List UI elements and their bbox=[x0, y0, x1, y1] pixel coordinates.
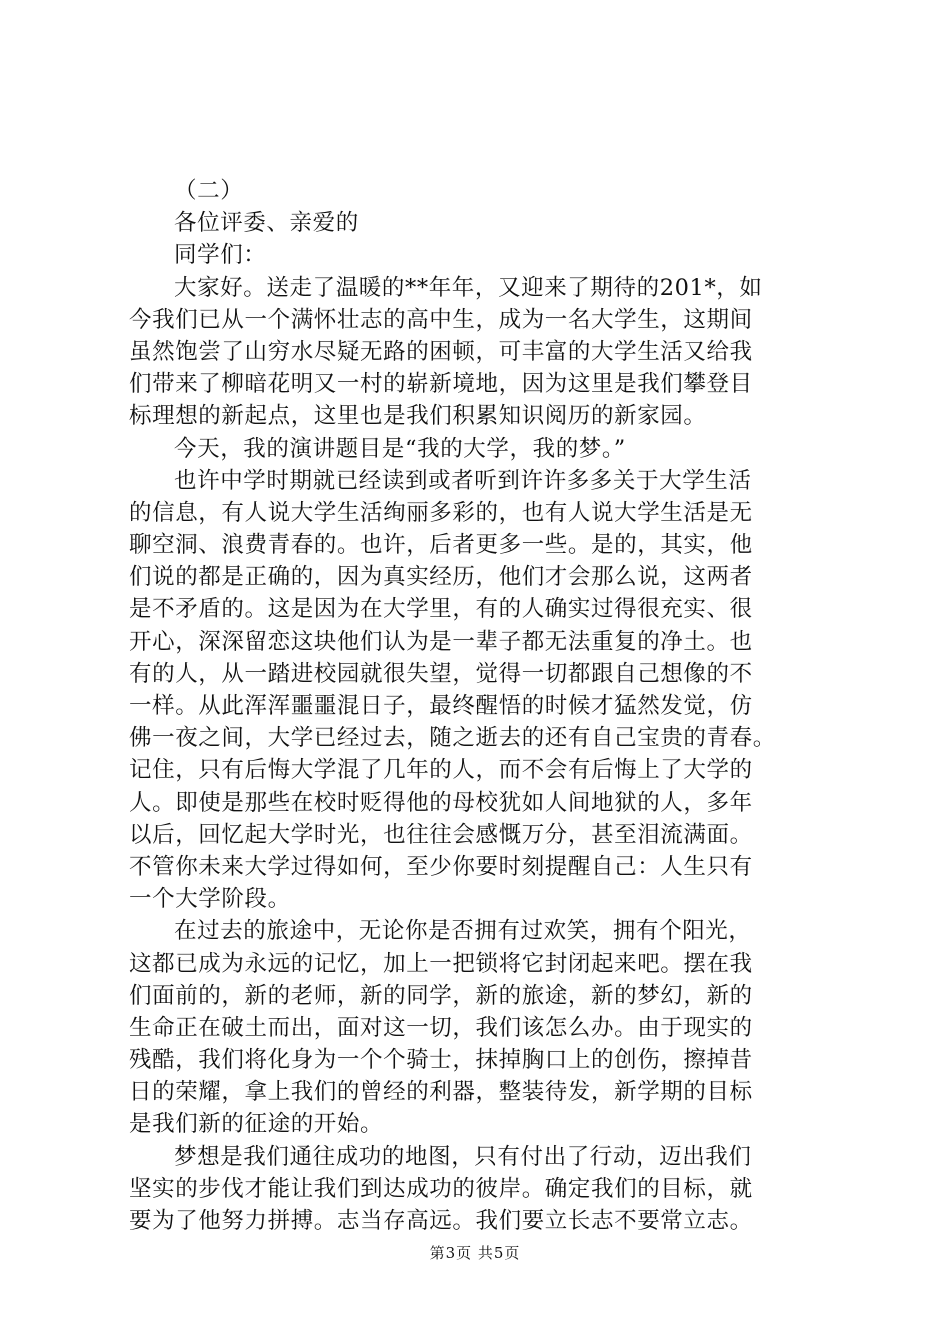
text-line: 的信息，有人说大学生活绚丽多彩的，也有人说大学生活是无 bbox=[129, 499, 753, 526]
text-line: 要为了他努力拼搏。志当存高远。我们要立长志不要常立志。 bbox=[129, 1208, 753, 1234]
text-line: 同学们： bbox=[174, 242, 267, 269]
text-line: 各位评委、亲爱的 bbox=[174, 210, 359, 237]
text-line: 在过去的旅途中，无论你是否拥有过欢笑，拥有个阳光， bbox=[174, 918, 752, 945]
text-line: 记住，只有后悔大学混了几年的人，而不会有后悔上了大学的 bbox=[129, 757, 753, 784]
text-line: 残酷，我们将化身为一个个骑士，抹掉胸口上的创伤，擦掉昔 bbox=[129, 1047, 753, 1074]
text-line: 坚实的步伐才能让我们到达成功的彼岸。确定我们的目标，就 bbox=[129, 1175, 753, 1202]
text-line: 开心，深深留恋这块他们认为是一辈子都无法重复的净土。也 bbox=[129, 628, 753, 655]
text-line: 生命正在破土而出，面对这一切，我们该怎么办。由于现实的 bbox=[129, 1014, 753, 1041]
text-line: 们带来了柳暗花明又一村的崭新境地，因为这里是我们攀登目 bbox=[129, 371, 753, 398]
text-line: 一个大学阶段。 bbox=[129, 886, 291, 913]
text-line: （二） bbox=[174, 178, 244, 204]
text-line: 们面前的，新的老师，新的同学，新的旅途，新的梦幻，新的 bbox=[129, 982, 753, 1009]
text-line: 有的人，从一踏进校园就很失望，觉得一切都跟自己想像的不 bbox=[129, 660, 753, 687]
text-line: 梦想是我们通往成功的地图，只有付出了行动，迈出我们 bbox=[174, 1143, 752, 1170]
text-line: 是不矛盾的。这是因为在大学里，有的人确实过得很充实、很 bbox=[129, 596, 753, 623]
text-line: 是我们新的征途的开始。 bbox=[129, 1111, 384, 1138]
document-body bbox=[129, 175, 829, 1237]
page-number-footer: 第3页 共5页 bbox=[429, 1244, 521, 1262]
text-line: 人。即使是那些在校时贬得他的母校犹如人间地狱的人，多年 bbox=[129, 789, 753, 816]
text-line: 聊空洞、浪费青春的。也许，后者更多一些。是的，其实，他 bbox=[129, 532, 753, 559]
text-line: 不管你未来大学过得如何，至少你要时刻提醒自己：人生只有 bbox=[129, 853, 753, 880]
text-line: 佛一夜之间，大学已经过去，随之逝去的还有自己宝贵的青春。 bbox=[129, 725, 776, 752]
text-line: 一样。从此浑浑噩噩混日子，最终醒悟的时候才猛然发觉，仿 bbox=[129, 693, 753, 719]
text-line: 以后，回忆起大学时光，也往往会感慨万分，甚至泪流满面。 bbox=[129, 821, 753, 848]
text-line: 这都已成为永远的记忆，加上一把锁将它封闭起来吧。摆在我 bbox=[129, 950, 753, 977]
text-line: 也许中学时期就已经读到或者听到许许多多关于大学生活 bbox=[174, 467, 752, 494]
text-line: 虽然饱尝了山穷水尽疑无路的困顿，可丰富的大学生活又给我 bbox=[129, 338, 753, 365]
text-line: 今天，我的演讲题目是“我的大学，我的梦。” bbox=[174, 435, 626, 462]
text-line: 们说的都是正确的，因为真实经历，他们才会那么说，这两者 bbox=[129, 564, 753, 591]
text-line: 今我们已从一个满怀壮志的高中生，成为一名大学生，这期间 bbox=[129, 306, 753, 333]
text-line: 标理想的新起点，这里也是我们积累知识阅历的新家园。 bbox=[129, 403, 707, 430]
text-line: 大家好。送走了温暖的**年年，又迎来了期待的201*，如 bbox=[174, 274, 763, 301]
text-line: 日的荣耀，拿上我们的曾经的利器，整装待发，新学期的目标 bbox=[129, 1079, 753, 1106]
